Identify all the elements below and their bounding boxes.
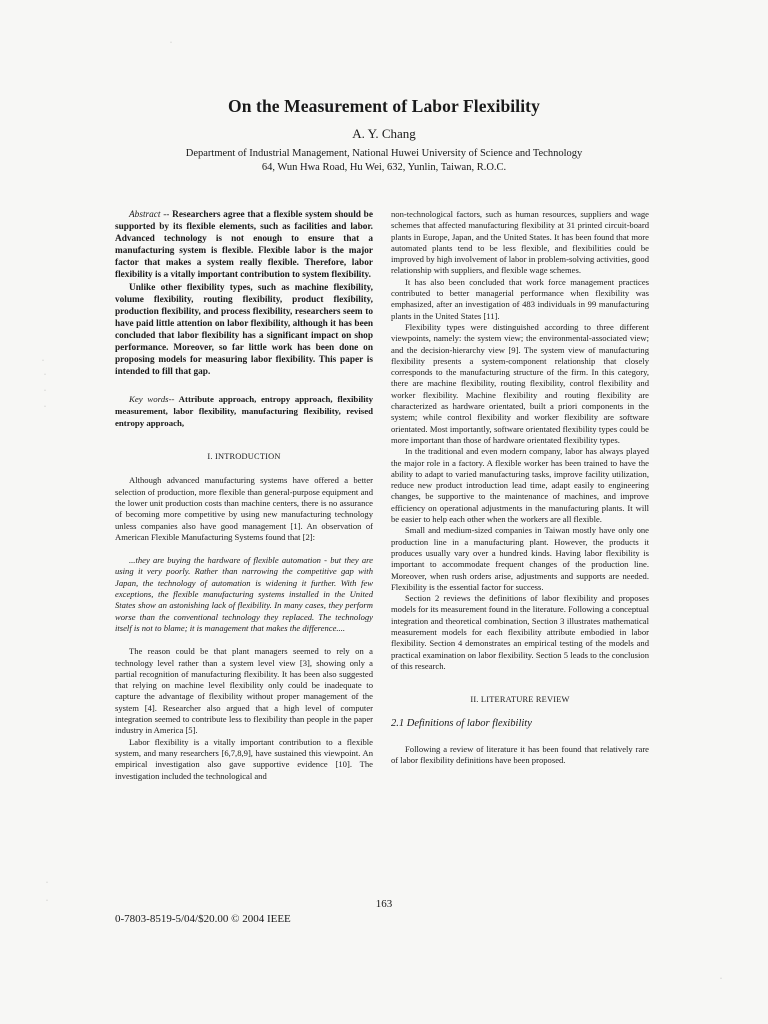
body-paragraph: Section 2 reviews the definitions of labor flexibility and proposes models for its measurement found in the literature. Following a conceptual integration and theoretical combination, Section 3 illustrates mathematical measurement models for each flexibility attribute embodied in labor flexibility. Section 4 demonstrates an empirical testing of the models and practical examination on labor flexibility. Section 5 leads to the conclusion of this research. (391, 593, 649, 671)
body-paragraph: Labor flexibility is a vitally important contribution to a flexible system, and many researchers [6,7,8,9], have sustained this viewpoint. An empirical investigation also gave supportive evidence [10]. The investigation included the technological and (115, 736, 373, 781)
abstract-paragraph-2: Unlike other flexibility types, such as machine flexibility, volume flexibility, routing flexibility, product flexibility, production flexibility, and process flexibility, researchers seem to have paid little attention on labor flexibility, although it has been concluded that labor flexibility has a significant impact on shop performance. Moreover, so far little work has been done on proposing models for measuring labor flexibility. This paper is intended to fill that gap. (115, 282, 373, 378)
scan-speck: · (46, 880, 48, 886)
body-paragraph: The reason could be that plant managers seemed to rely on a technology level rather than a system level view [3], showing only a partial recognition of manufacturing flexibility. It has been also suggested that relying on machine level flexibility only could be inadequate to capture the advantage of flexibility without proper management of the system [4]. Researcher also argued that a high level of computer integration seemed to contribute less to flexibility than people in the paper industry in America [5]. (115, 646, 373, 736)
body-paragraph: In the traditional and even modern company, labor has always played the major role in a factory. A flexible worker has been trained to have the ability to adapt to varied manufacturing tasks, improve facility utilization, reduce new product introduction lead time, adapt easily to engineering changes, be supportive to the maintenance of machines, and improve efficiency on operational adjustments in the manufacturing plants. It will be easier to help each other when the workers are all flexible. (391, 446, 649, 525)
abstract (115, 209, 373, 378)
scan-speck: · (44, 372, 46, 378)
scan-speck: · (44, 404, 46, 410)
author-affiliation (0, 147, 768, 174)
abstract-label: Abstract -- (129, 210, 170, 220)
page-number: 163 (375, 898, 393, 910)
section-heading-introduction: I. INTRODUCTION (207, 452, 281, 462)
keywords (115, 394, 373, 429)
body-paragraph: It has also been concluded that work force management practices contributed to better managerial performance when flexibility was emphasized, after an investigation of 483 individuals in 99 manufacturing plants in the United States [11]. (391, 276, 649, 321)
section-heading-literature-review: II. LITERATURE REVIEW (470, 695, 570, 705)
right-column (391, 209, 649, 766)
affiliation-address: 64, Wun Hwa Road, Hu Wei, 632, Yunlin, Taiwan, R.O.C. (261, 161, 507, 173)
paper-title: On the Measurement of Labor Flexibility (228, 96, 540, 116)
abstract-paragraph (115, 209, 373, 282)
scan-speck: · (720, 976, 722, 982)
body-paragraph: Following a review of literature it has been found that relatively rare of labor flexibility definitions have been proposed. (391, 743, 649, 766)
block-quote: ...they are buying the hardware of flexible automation - but they are using it very poorly. Rather than narrowing the competitive gap with Japan, the technology of automation is widening it further. With few exceptions, the flexible manufacturing systems installed in the United States show an astonishing lack of flexibility. In many cases, they perform worse than the conventional technology they replaced. The technology itself is not to blame; it is management that makes the difference.... (115, 555, 373, 633)
copyright-footer: 0-7803-8519-5/04/$20.00 © 2004 IEEE (115, 913, 291, 925)
subsection-heading: 2.1 Definitions of labor flexibility (391, 718, 532, 730)
body-paragraph: Small and medium-sized companies in Taiwan mostly have only one production line in a manufacturing plant. However, the products it produces usually vary over a hundred kinds. Having labor flexibility is important to accommodate frequent changes of the production line. Moreover, when rush orders arise, adjustments and supports are needed. Flexibility is the essential factor for success. (391, 525, 649, 592)
scan-speck: · (170, 40, 172, 46)
keywords-label: Key words-- (129, 394, 175, 405)
keywords-text: Attribute approach, entropy approach, flexibility measurement, labor flexibility, manufacturing flexibility, revised entropy approach, (115, 394, 373, 428)
scan-speck: · (44, 388, 46, 394)
left-column (115, 209, 373, 782)
body-paragraph: Although advanced manufacturing systems have offered a better selection of production, more flexible than general-purpose equipment and the lower unit production costs than machine centers, there is no assurance of becoming more competitive by using new manufacturing technology unless companies also have good management [1]. An observation of American Flexible Manufacturing Systems found that [2]: (115, 475, 373, 542)
paper-author: A. Y. Chang (352, 126, 416, 141)
body-paragraph: non-technological factors, such as human resources, suppliers and wage schemes that affected manufacturing flexibility at 31 printed circuit-board plants in Europe, Japan, and the United States. It has been found that more automated plants tend to be less flexible, and flexibilities could be improved by high involvement of labor in problem-solving activities, good relationship with suppliers, and flexible wage schemes. (391, 209, 649, 276)
affiliation-line: Department of Industrial Management, National Huwei University of Science and Technology (185, 148, 583, 159)
scan-speck: · (46, 898, 48, 904)
abstract-text: Researchers agree that a flexible system should be supported by its flexible elements, such as facilities and labor. Advanced technology is not enough to ensure that a manufacturing system is flexible. Flexible labor is the major factor that makes a system really flexible. Therefore, labor flexibility is a vitally important contribution to system flexibility. (115, 210, 373, 281)
scan-speck: · (42, 358, 44, 364)
body-paragraph: Flexibility types were distinguished according to three different viewpoints, namely: the system view; the environmental-associated view; and the decision-hierarchy view [9]. The system view of manufacturing flexibility presents a system-component relationship that closely corresponds to the manufacturing structure of the firm. In this category, there are machine flexibility, routing flexibility, control flexibility and worker flexibility. Machine flexibility and routing flexibility are characterized as hardware orientated, built a priori components in the system; while control flexibility and worker flexibility are software orientated. Most importantly, software orientated flexibility types could be more important than those of hardware orientated flexibility types. (391, 321, 649, 445)
